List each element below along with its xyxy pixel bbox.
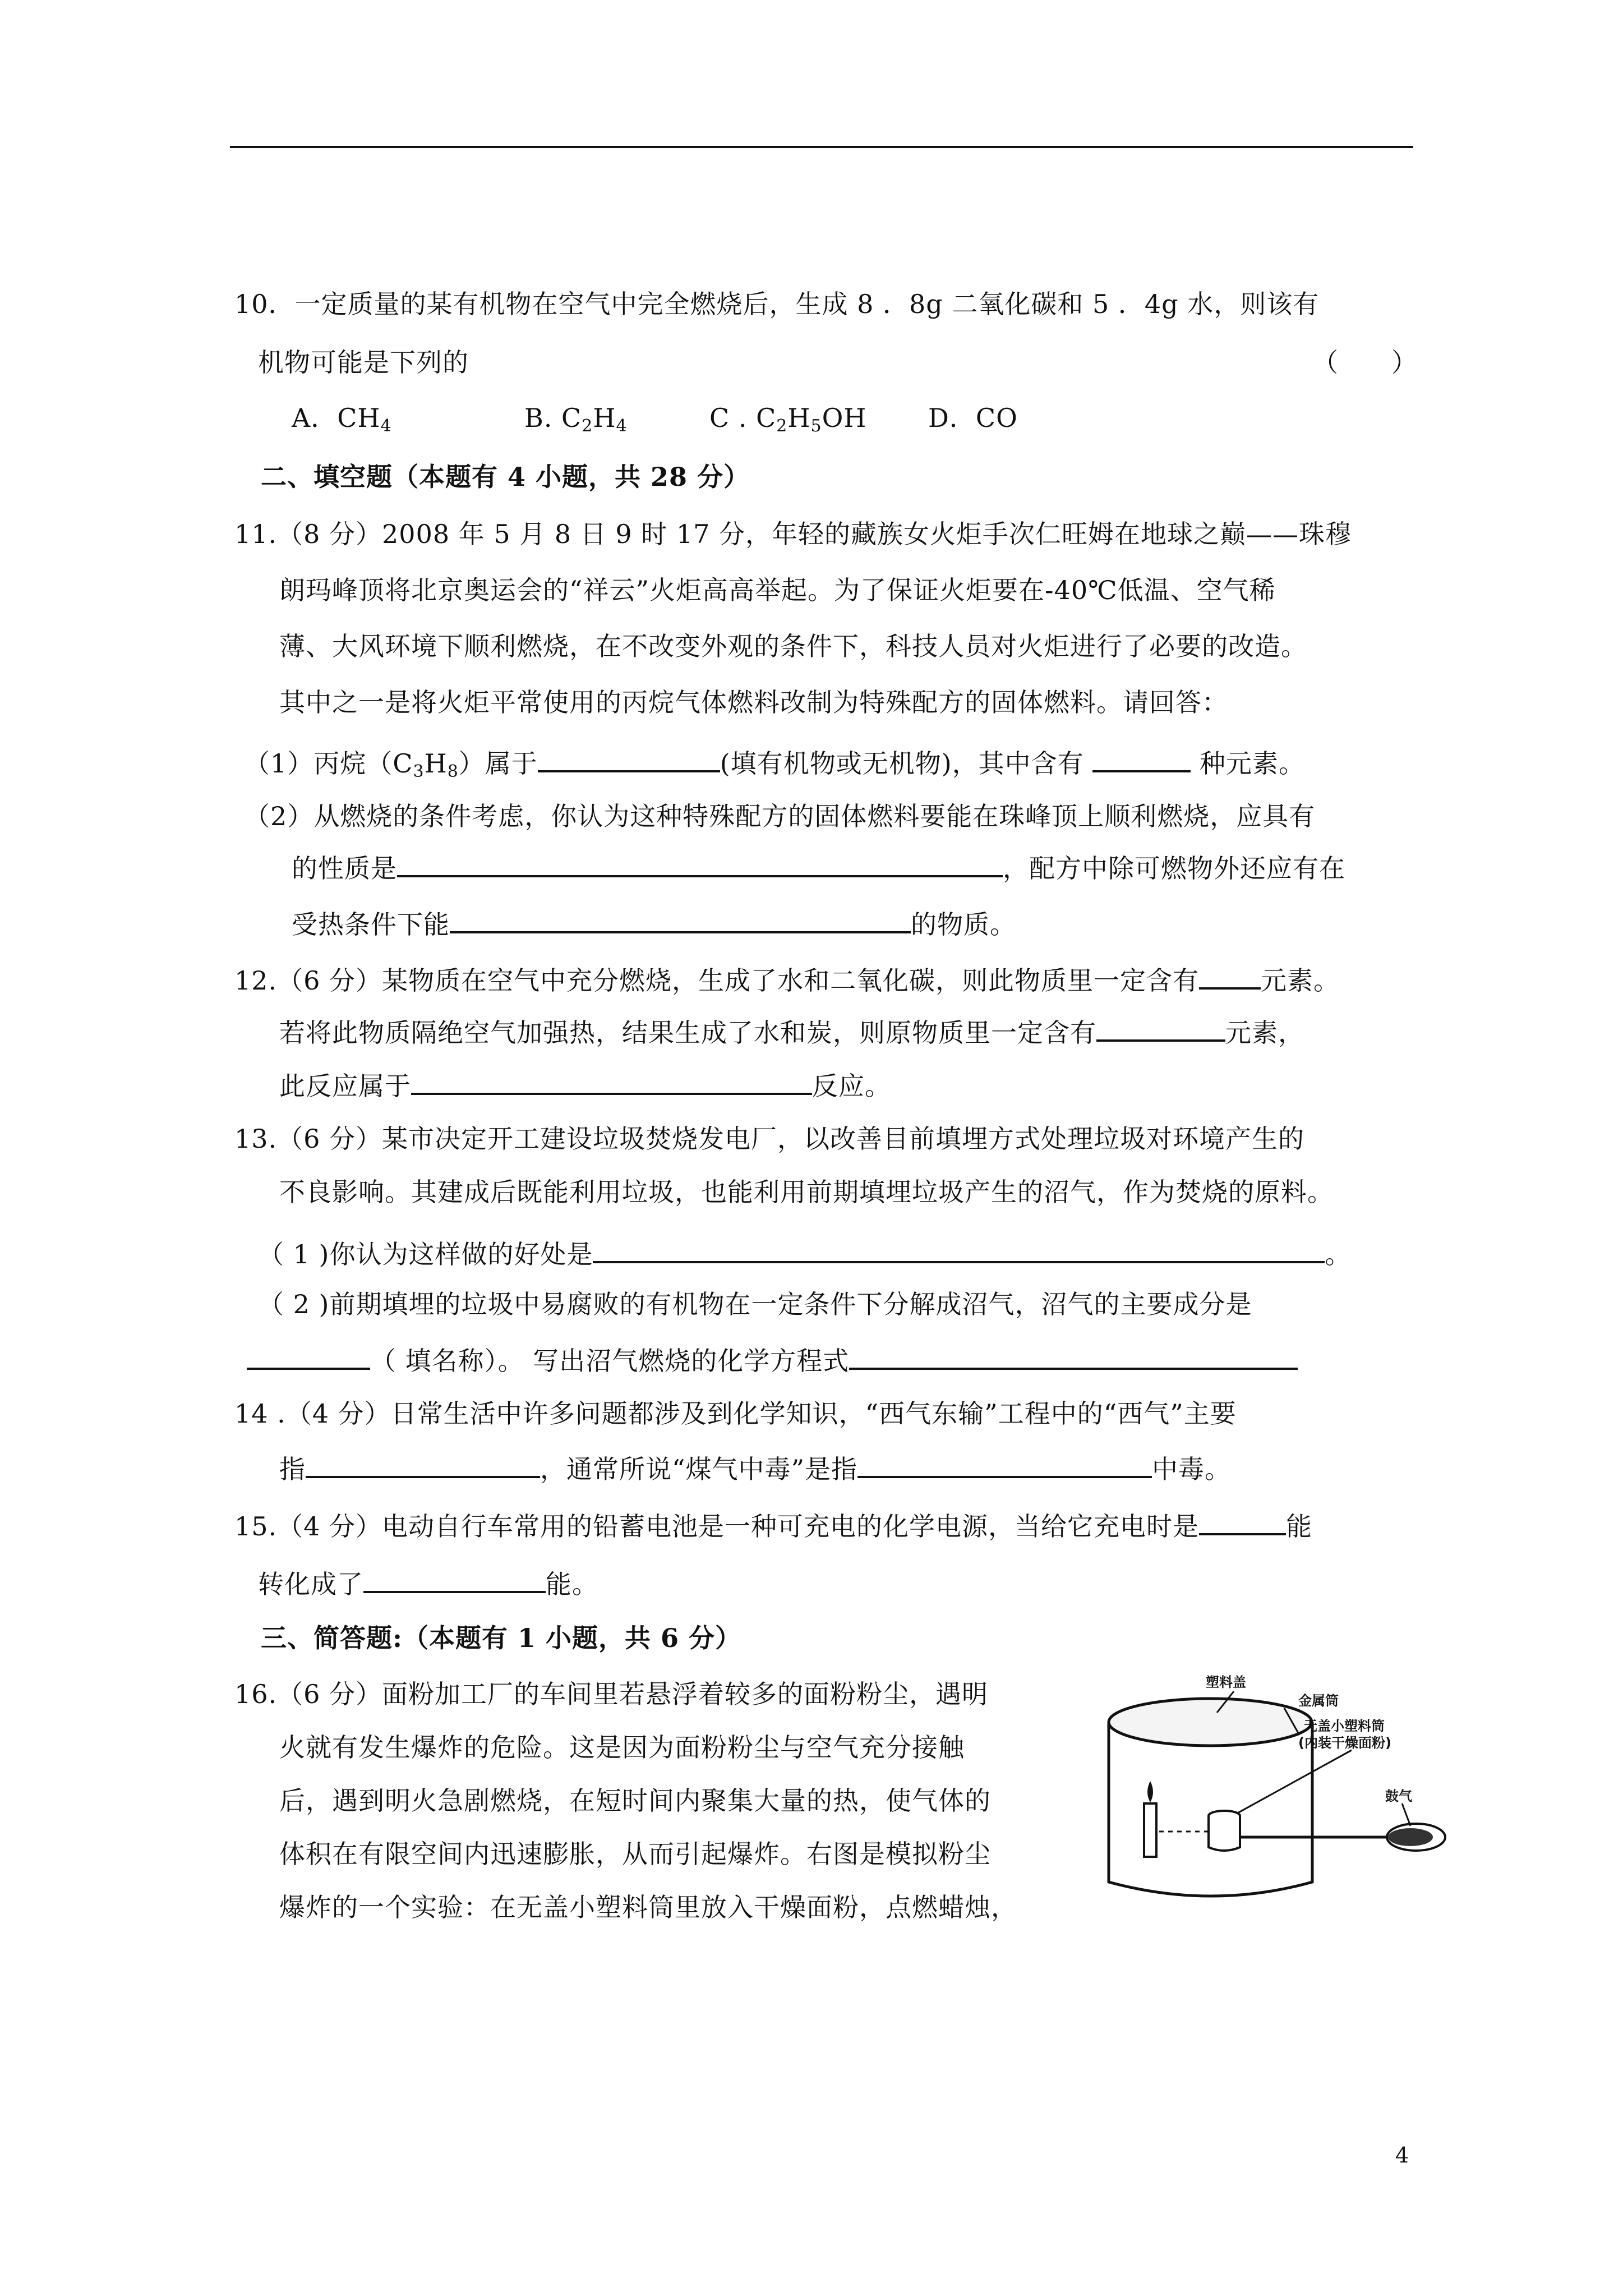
label-bulb: 鼓气: [1385, 1788, 1412, 1804]
q11-blank-substance[interactable]: [450, 904, 911, 933]
q15-blank-energy-to[interactable]: [363, 1564, 546, 1593]
q13-line1: 13.（6 分）某市决定开工建设垃圾焚烧发电厂，以改善目前填埋方式处理垃圾对环境产生的: [234, 1124, 1305, 1154]
q13-blank-gas-name[interactable]: [247, 1341, 370, 1370]
q12-line2: 若将此物质隔绝空气加强热，结果生成了水和炭，则原物质里一定含有 元素，: [279, 1013, 1304, 1050]
metal-can: [1109, 1722, 1312, 1896]
q11-part2-line1: （2）从燃烧的条件考虑，你认为这种特殊配方的固体燃料要能在珠峰顶上顺利燃烧，应具有: [244, 801, 1316, 831]
q14-blank-west-gas[interactable]: [306, 1449, 540, 1478]
dust-explosion-figure: [1096, 1669, 1464, 1904]
q13-part1: （ 1 )你认为这样做的好处是 。: [258, 1234, 1351, 1271]
q14-line1: 14 .（4 分）日常生活中许多问题都涉及到化学知识，“西气东输”工程中的“西气”主要: [234, 1398, 1237, 1429]
plastic-cup: [1209, 1816, 1240, 1851]
q12-blank-element-2[interactable]: [1096, 1013, 1225, 1042]
q16-line2: 火就有发生爆炸的危险。这是因为面粉粉尘与空气充分接触: [279, 1732, 965, 1763]
q13-part2-line2: （ 填名称）。 写出沼气燃烧的化学方程式: [247, 1341, 1298, 1378]
q13-part2-line1: （ 2 )前期填埋的垃圾中易腐败的有机物在一定条件下分解成沼气，沼气的主要成分是: [258, 1289, 1252, 1319]
q12-blank-element-1[interactable]: [1199, 960, 1261, 990]
q11-part2-line3: 受热条件下能 的物质。: [292, 904, 1016, 941]
q10-answer-paren: （ ）: [1312, 347, 1418, 378]
q10-line2: 机物可能是下列的: [258, 347, 469, 378]
q13-blank-equation[interactable]: [849, 1341, 1298, 1370]
q15-line1: 15.（4 分）电动自行车常用的铅蓄电池是一种可充电的化学电源，当给它充电时是 能: [234, 1506, 1312, 1543]
q11-part1: （1）丙烷$(C_3H_8)$属于 (填有机物或无机物)，其中含有 种元素。: [244, 743, 1305, 780]
q10-option-c: C . $C_2H_5OH$: [709, 403, 867, 436]
candle: [1144, 1803, 1156, 1857]
q16-line4: 体积在有限空间内迅速膨胀，从而引起爆炸。右图是模拟粉尘: [279, 1839, 991, 1869]
q14-line2: 指 ，通常所说“煤气中毒”是指 中毒。: [279, 1449, 1231, 1486]
label-cup-2: (内装干燥面粉): [1298, 1735, 1391, 1751]
plastic-lid: [1109, 1699, 1312, 1746]
q10-option-b: B. $C_2H_4$: [524, 403, 628, 436]
q10-option-a: A．$CH_4$: [292, 403, 392, 436]
q12-line3: 此反应属于 反应。: [279, 1066, 891, 1103]
header-rule: [230, 146, 1413, 148]
q11-blank-property[interactable]: [397, 848, 1003, 877]
flame-icon: [1147, 1781, 1153, 1802]
q11-blank-element-count[interactable]: [1092, 743, 1191, 772]
q15-line2: 转化成了 能。: [258, 1564, 598, 1601]
q11-line4: 其中之一是将火炬平常使用的丙烷气体燃料改制为特殊配方的固体燃料。请回答：: [279, 687, 1228, 717]
q14-blank-poisoning[interactable]: [857, 1449, 1152, 1478]
q11-blank-classification[interactable]: [538, 743, 720, 772]
q15-blank-energy-from[interactable]: [1199, 1506, 1286, 1535]
page-number: 4: [1395, 2143, 1409, 2168]
q16-line1: 16.（6 分）面粉加工厂的车间里若悬浮着较多的面粉粉尘，遇明: [234, 1679, 989, 1709]
q10-line1: 10．一定质量的某有机物在空气中完全燃烧后，生成 8 ．8g 二氧化碳和 5 ．4g 水，则该有: [234, 289, 1320, 319]
label-cup-1: 无盖小塑料筒: [1304, 1718, 1385, 1734]
q12-line1: 12.（6 分）某物质在空气中充分燃烧，生成了水和二氧化碳，则此物质里一定含有 元素。: [234, 960, 1340, 997]
q13-line2: 不良影响。其建成后既能利用垃圾，也能利用前期填埋垃圾产生的沼气，作为焚烧的原料。: [279, 1177, 1334, 1207]
q13-blank-benefit[interactable]: [593, 1234, 1325, 1263]
q11-line3: 薄、大风环境下顺利燃烧，在不改变外观的条件下，科技人员对火炬进行了必要的改造。: [279, 631, 1307, 661]
label-can: 金属筒: [1298, 1693, 1339, 1709]
section2-title: 二、填空题（本题有 4 小题，共 28 分）: [261, 462, 750, 492]
q11-part2-line2: 的性质是 ，配方中除可燃物外还应有在: [292, 848, 1345, 885]
q11-line2: 朗玛峰顶将北京奥运会的“祥云”火炬高高举起。为了保证火炬要在-40℃低温、空气稀: [279, 575, 1276, 605]
q10-option-d: D．CO: [928, 403, 1018, 433]
q16-line3: 后，遇到明火急剧燃烧，在短时间内聚集大量的热，使气体的: [279, 1786, 991, 1816]
q16-line5: 爆炸的一个实验：在无盖小塑料筒里放入干燥面粉，点燃蜡烛，: [279, 1892, 1017, 1922]
section3-title: 三、简答题:（本题有 1 小题，共 6 分）: [261, 1623, 742, 1653]
label-lid: 塑料盖: [1206, 1674, 1246, 1690]
q11-line1: 11.（8 分）2008 年 5 月 8 日 9 时 17 分，年轻的藏族女火炬手次仁旺姆在地球之巅——珠穆: [234, 519, 1352, 549]
q12-blank-reaction-type[interactable]: [411, 1066, 812, 1095]
